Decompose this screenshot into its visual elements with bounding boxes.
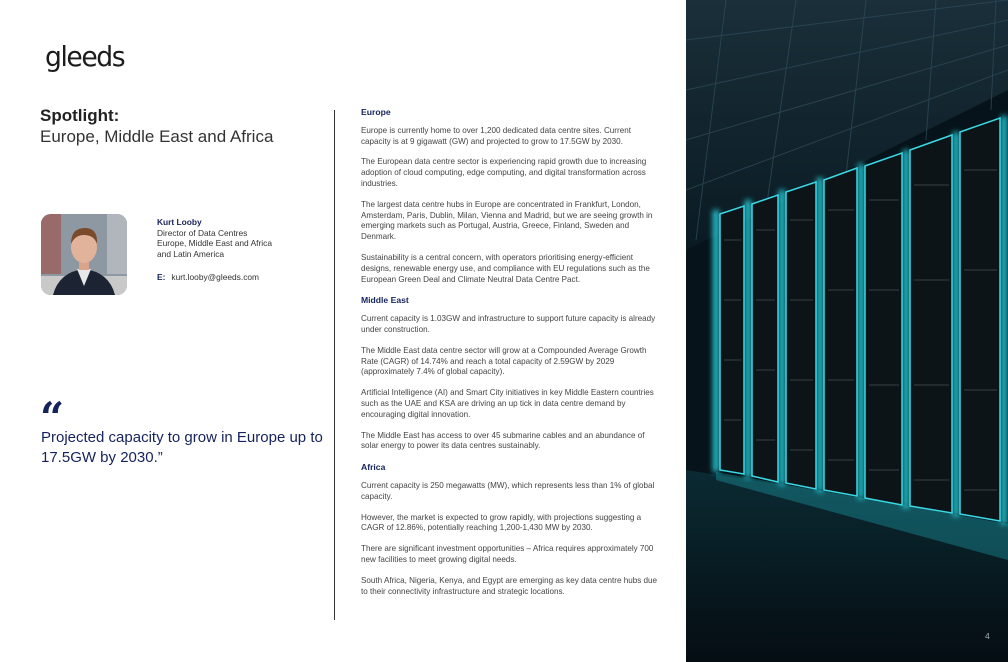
page-number: 4 bbox=[985, 631, 990, 641]
contact-card bbox=[157, 217, 272, 283]
page-subtitle: Europe, Middle East and Africa bbox=[40, 127, 274, 146]
paragraph: However, the market is expected to grow rapidly, with projections suggesting a CAGR of 12.86%, potentially reaching 1,200-1,430 MW by 2030. bbox=[361, 512, 642, 533]
paragraph: There are significant investment opportunities – Africa requires approximately 700 new facilities to meet growing digital needs. bbox=[361, 544, 654, 564]
page-title: Spotlight: bbox=[40, 106, 120, 125]
paragraph: Europe is currently home to over 1,200 dedicated data centre sites. Current capacity is at 9 gigawatt (GW) and projected to grow to 17.5GW by 2030. bbox=[361, 125, 631, 146]
paragraph: Artificial Intelligence (AI) and Smart City initiatives in key Middle Eastern countries such as the UAE and KSA are driving an up tick in data centre demand by encouraging digital innovation. bbox=[361, 388, 654, 419]
article-body bbox=[361, 107, 659, 607]
contact-email-link[interactable]: kurt.looby@gleeds.com bbox=[171, 272, 260, 282]
contact-email-row bbox=[157, 272, 272, 283]
paragraph: The largest data centre hubs in Europe are concentrated in Frankfurt, London, Amsterdam, Paris, Dublin, Milan, Vienna and Madrid, but we are seeing growth in emerging markets such as Portugal, Austria, Greece, Finland, Sweden and Denmark. bbox=[361, 199, 653, 242]
paragraph: The European data centre sector is experiencing rapid growth due to increasing adoption of cloud computing, edge computing, and digital transformation across industries. bbox=[361, 157, 647, 188]
section-heading-africa: Africa bbox=[361, 462, 386, 473]
gleeds-logo: gleeds bbox=[45, 40, 125, 73]
contact-role-line: and Latin America bbox=[157, 248, 225, 259]
email-label: E: bbox=[157, 272, 166, 282]
paragraph: South Africa, Nigeria, Kenya, and Egypt are emerging as key data centre hubs due to their connectivity infrastructure and strategic locations. bbox=[361, 575, 658, 596]
contact-role-line: Europe, Middle East and Africa bbox=[157, 238, 272, 248]
section-heading-middle-east: Middle East bbox=[361, 295, 409, 306]
pull-quote: Projected capacity to grow in Europe up to 17.5GW by 2030.” bbox=[41, 429, 323, 466]
paragraph: The Middle East has access to over 45 submarine cables and an abundance of solar energy to power its data centres sustainably. bbox=[361, 430, 645, 451]
paragraph: The Middle East data centre sector will grow at a Compounded Average Growth Rate (CAGR) of 14.74% and reach a total capacity of 2.59GW by 2029 (approximately 7.4% of global capacity). bbox=[361, 345, 647, 377]
column-divider bbox=[334, 110, 335, 620]
paragraph: Sustainability is a central concern, with operators prioritising energy-efficient designs, renewable energy use, and compliance with EU regulations such as the European Green Deal and Climate Neutral Data Centre Pact. bbox=[361, 252, 650, 284]
data-centre-hero-image bbox=[686, 0, 1008, 662]
contact-portrait bbox=[41, 214, 127, 295]
quote-mark-icon: “ bbox=[40, 393, 65, 442]
contact-role-line: Director of Data Centres bbox=[157, 227, 248, 238]
paragraph: Current capacity is 1.03GW and infrastructure to support future capacity is already under construction. bbox=[361, 314, 656, 334]
section-heading-europe: Europe bbox=[361, 107, 391, 117]
contact-name: Kurt Looby bbox=[157, 217, 202, 227]
paragraph: Current capacity is 250 megawatts (MW), which represents less than 1% of global capacity. bbox=[361, 480, 655, 501]
